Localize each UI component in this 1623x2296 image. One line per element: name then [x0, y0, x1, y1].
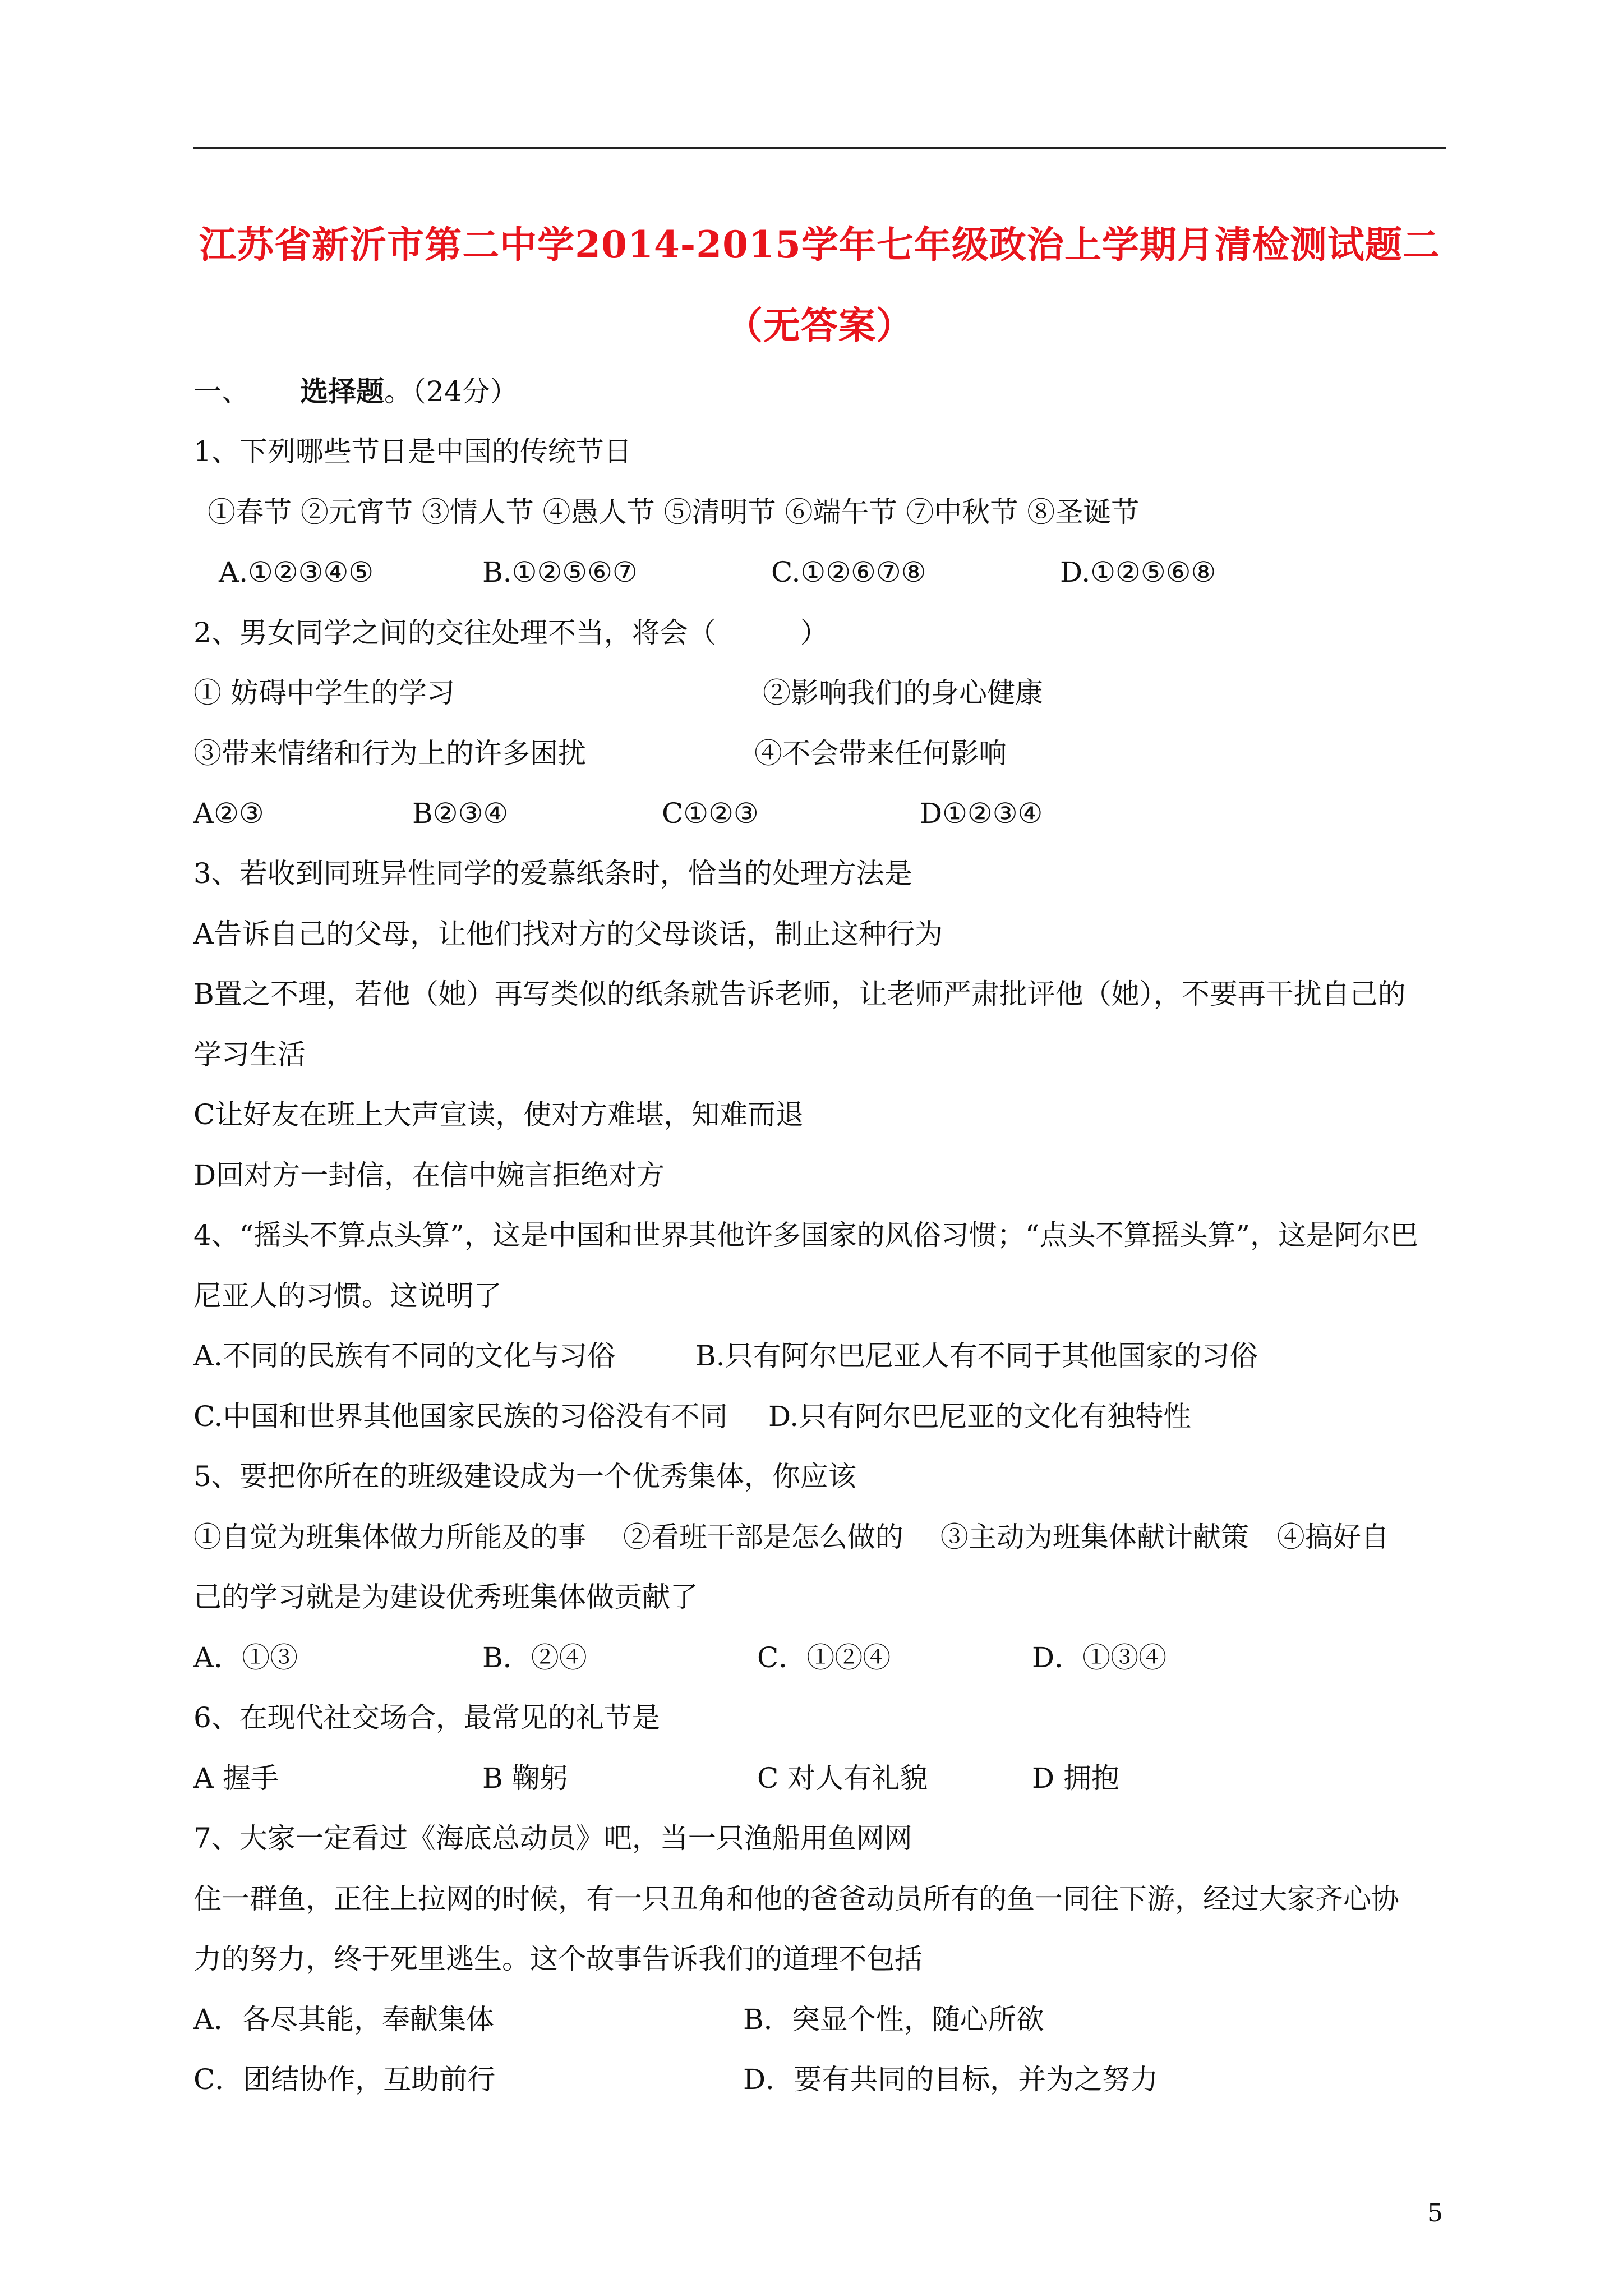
- question-3-option-b: B置之不理，若他（她）再写类似的纸条就告诉老师，让老师严肃批评他（她），不要再干扰自己的: [193, 978, 1406, 1010]
- question-2-item-4: ④不会带来任何影响: [754, 737, 1007, 770]
- document-title-line1: 江苏省新沂市第二中学2014-2015学年七年级政治上学期月清检测试题二: [199, 223, 1440, 266]
- question-3-option-b-cont: 学习生活: [193, 1038, 306, 1071]
- question-2-item-1: ① 妨碍中学生的学习: [193, 677, 455, 709]
- page-number: 5: [1427, 2199, 1443, 2228]
- question-6-option-c: C 对人有礼貌: [757, 1762, 928, 1795]
- question-4-option-d: D.只有阿尔巴尼亚的文化有独特性: [768, 1400, 1192, 1433]
- document-title-line2: （无答案）: [726, 303, 914, 347]
- question-5-items-cont: 己的学习就是为建设优秀班集体做贡献了: [193, 1581, 698, 1613]
- question-7-option-a: A．各尽其能，奉献集体: [193, 2003, 495, 2036]
- question-2-option-b: B②③④: [412, 797, 509, 830]
- section-number: 一、: [193, 375, 250, 408]
- question-2-option-a: A②③: [193, 797, 264, 830]
- question-1-option-b: B.①②⑤⑥⑦: [482, 556, 638, 588]
- question-5-option-c: C．①②④: [757, 1641, 891, 1674]
- question-2-option-d: D①②③④: [920, 797, 1043, 830]
- question-7-stem-cont-1: 住一群鱼，正往上拉网的时候，有一只丑角和他的爸爸动员所有的鱼一同往下游，经过大家齐心协: [193, 1883, 1399, 1915]
- question-2-option-c: C①②③: [662, 797, 759, 830]
- question-1-stem: 1、下列哪些节日是中国的传统节日: [193, 435, 632, 468]
- question-4-option-b: B.只有阿尔巴尼亚人有不同于其他国家的习俗: [695, 1340, 1258, 1372]
- question-7-stem-cont-2: 力的努力，终于死里逃生。这个故事告诉我们的道理不包括: [193, 1943, 923, 1975]
- question-6-stem: 6、在现代社交场合，最常见的礼节是: [193, 1701, 660, 1734]
- section-score: 。（24分）: [384, 375, 518, 408]
- question-5-option-b: B．②④: [482, 1641, 587, 1674]
- question-1-items: ①春节 ②元宵节 ③情人节 ④愚人节 ⑤清明节 ⑥端午节 ⑦中秋节 ⑧圣诞节: [208, 496, 1140, 528]
- question-7-option-d: D．要有共同的目标，并为之努力: [743, 2063, 1159, 2096]
- question-4-option-a: A.不同的民族有不同的文化与习俗: [193, 1340, 616, 1372]
- section-heading: [193, 375, 518, 408]
- question-7-option-b: B．突显个性，随心所欲: [743, 2003, 1044, 2036]
- header-rule: [193, 147, 1446, 149]
- question-5-option-d: D．①③④: [1032, 1641, 1167, 1674]
- question-4-stem: 4、“摇头不算点头算”，这是中国和世界其他许多国家的风俗习惯；“点头不算摇头算”，这是阿尔巴: [193, 1219, 1419, 1251]
- question-6-option-b: B 鞠躬: [482, 1762, 568, 1795]
- question-3-option-a: A告诉自己的父母，让他们找对方的父母谈话，制止这种行为: [193, 918, 943, 950]
- question-4-option-c: C.中国和世界其他国家民族的习俗没有不同: [193, 1400, 728, 1433]
- section-label: 选择题: [300, 375, 384, 408]
- question-6-option-d: D 拥抱: [1032, 1762, 1119, 1795]
- question-2-item-2: ②影响我们的身心健康: [763, 677, 1043, 709]
- question-6-option-a: A 握手: [193, 1762, 279, 1795]
- question-3-stem: 3、若收到同班异性同学的爱慕纸条时，恰当的处理方法是: [193, 857, 912, 890]
- question-3-option-d: D回对方一封信，在信中婉言拒绝对方: [193, 1159, 665, 1191]
- question-7-option-c: C．团结协作，互助前行: [193, 2063, 496, 2096]
- question-2-item-3: ③带来情绪和行为上的许多困扰: [193, 737, 586, 770]
- question-5-option-a: A．①③: [193, 1641, 298, 1674]
- question-1-option-d: D.①②⑤⑥⑧: [1060, 556, 1216, 588]
- question-5-items: ①自觉为班集体做力所能及的事 ②看班干部是怎么做的 ③主动为班集体献计献策 ④搞好自: [193, 1521, 1389, 1553]
- question-5-stem: 5、要把你所在的班级建设成为一个优秀集体，你应该: [193, 1460, 856, 1493]
- question-1-option-a: A.①②③④⑤: [219, 556, 374, 588]
- question-1-option-c: C.①②⑥⑦⑧: [771, 556, 926, 588]
- question-4-stem-cont: 尼亚人的习惯。这说明了: [193, 1280, 502, 1312]
- question-7-stem: 7、大家一定看过《海底总动员》吧，当一只渔船用鱼网网: [193, 1822, 912, 1855]
- question-2-stem: 2、男女同学之间的交往处理不当，将会（ ）: [193, 616, 828, 649]
- question-3-option-c: C让好友在班上大声宣读，使对方难堪，知难而退: [193, 1098, 804, 1131]
